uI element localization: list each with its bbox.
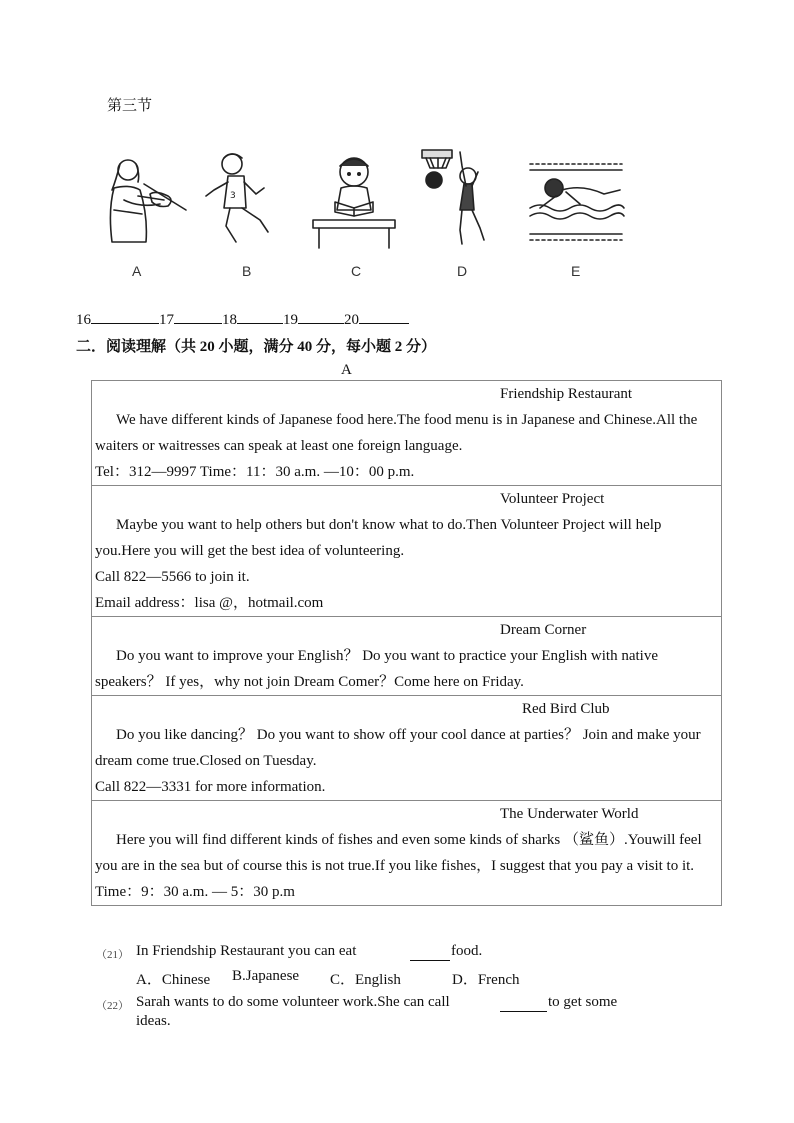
picture-label-b: B xyxy=(242,263,252,279)
ad-title: Friendship Restaurant xyxy=(500,386,633,402)
answer-blank-21[interactable] xyxy=(410,946,450,961)
answer-blank-16[interactable] xyxy=(91,309,159,324)
answer-blank-22[interactable] xyxy=(500,997,547,1012)
option-b[interactable]: B.Japanese xyxy=(232,968,300,984)
running-boy-icon xyxy=(200,150,280,250)
answer-number-16: 16 xyxy=(76,312,91,328)
ad-volunteer-project xyxy=(92,486,722,617)
swimmer-icon xyxy=(526,160,626,242)
ad-contact: Tel：312—9997 Time：11：30 a.m. —10：00 p.m. xyxy=(95,464,415,480)
question-stem-line2: ideas. xyxy=(136,1013,171,1029)
picture-label-d: D xyxy=(457,263,468,279)
answer-blank-18[interactable] xyxy=(237,309,283,324)
ad-contact: Call 822—3331 for more information. xyxy=(95,779,326,795)
answer-blank-19[interactable] xyxy=(298,309,344,324)
reading-boy-icon xyxy=(305,150,403,250)
ad-title: The Underwater World xyxy=(500,806,639,822)
ad-title: Volunteer Project xyxy=(500,491,605,507)
answer-number-18: 18 xyxy=(222,312,237,328)
ad-body: Maybe you want to help others but don't know what to do.Then Volunteer Project will help you.Here you will get the best idea of volunteering. xyxy=(95,517,662,559)
part-title: 二．阅读理解（共 20 小题，满分 40 分，每小题 2 分） xyxy=(76,339,437,355)
answer-number-19: 19 xyxy=(283,312,298,328)
ad-friendship-restaurant xyxy=(92,381,722,486)
option-a[interactable]: A．Chinese xyxy=(136,972,211,988)
question-stem: In Friendship Restaurant you can eat xyxy=(136,943,357,959)
answer-blanks xyxy=(76,309,409,329)
ad-time: Time：9：30 a.m. — 5：30 p.m xyxy=(95,884,295,900)
ad-dream-corner xyxy=(92,617,722,696)
question-stem-end: to get some xyxy=(548,994,618,1010)
answer-blank-17[interactable] xyxy=(174,309,222,324)
ads-table xyxy=(91,380,722,906)
ad-contact: Call 822—5566 to join it. xyxy=(95,569,250,585)
ad-body: Do you want to improve your English？ Do you want to practice your English with native speakers？ If yes，why not join Dream Comer？Come here on Friday. xyxy=(95,648,658,690)
section-title: 第三节 xyxy=(107,98,153,114)
ad-body: Do you like dancing？ Do you want to show off your cool dance at parties？ Join and make your dream come true.Closed on Tuesday. xyxy=(95,727,701,769)
passage-letter: A xyxy=(341,362,352,378)
answer-number-17: 17 xyxy=(159,312,174,328)
option-c[interactable]: C．English xyxy=(330,972,401,988)
option-d[interactable]: D．French xyxy=(452,972,520,988)
answer-number-20: 20 xyxy=(344,312,359,328)
picture-label-c: C xyxy=(351,263,362,279)
ad-body: We have different kinds of Japanese food here.The food menu is in Japanese and Chinese.All the waiters or waitresses can speak at least one foreign language. xyxy=(95,412,698,454)
answer-blank-20[interactable] xyxy=(359,309,409,324)
ad-email: Email address：lisa @，hotmail.com xyxy=(95,595,324,611)
picture-label-e: E xyxy=(571,263,581,279)
question-stem: Sarah wants to do some volunteer work.She can call xyxy=(136,994,450,1010)
picture-label-a: A xyxy=(132,263,142,279)
ad-red-bird-club xyxy=(92,696,722,801)
question-number: （21） xyxy=(96,949,129,961)
basketball-boy-icon xyxy=(418,146,498,252)
ad-title: Dream Corner xyxy=(500,622,587,638)
ad-underwater-world xyxy=(92,801,722,906)
violin-girl-icon xyxy=(94,150,190,250)
question-number: （22） xyxy=(96,1000,129,1012)
svg-text:3: 3 xyxy=(230,191,236,201)
ad-title: Red Bird Club xyxy=(522,701,610,717)
question-stem-end: food. xyxy=(451,943,483,959)
ad-body: Here you will find different kinds of fishes and even some kinds of sharks （鲨鱼）.Youwill feel you are in the sea but of course this is not true.If you like fishes，I suggest that you pay a visit to it. xyxy=(95,832,702,874)
